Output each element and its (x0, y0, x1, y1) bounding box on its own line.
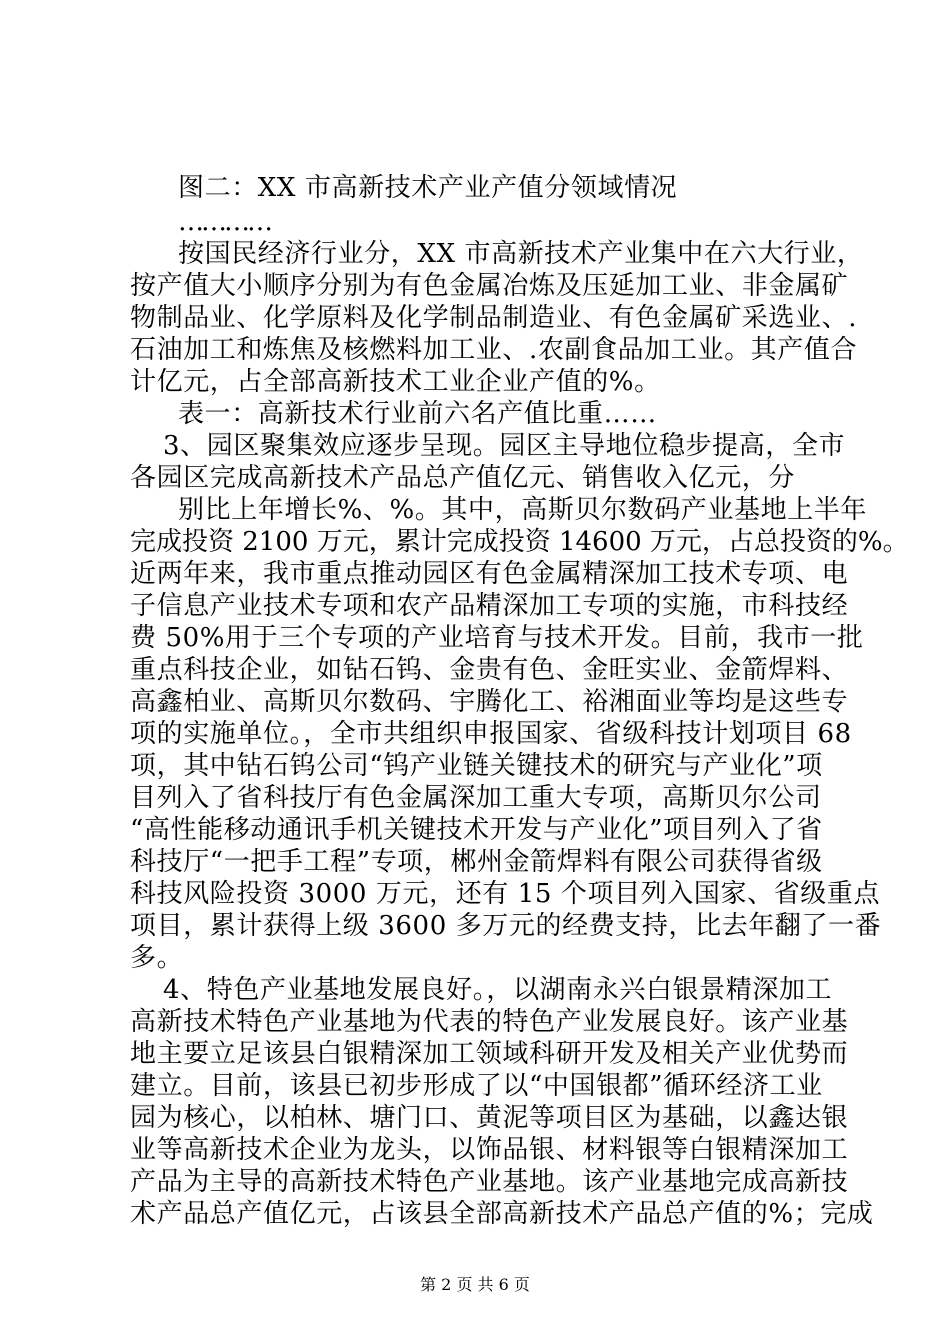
paragraph-line: 术产品总产值亿元，占该县全部高新技术产品总产值的%；完成 (130, 1199, 874, 1229)
paragraph-line: 高新技术特色产业基地为代表的特色产业发展良好。该产业基 (130, 1007, 849, 1037)
paragraph-line: 项目，累计获得上级 3600 多万元的经费支持，比去年翻了一番 (130, 911, 882, 941)
paragraph-line: 重点科技企业，如钻石钨、金贵有色、金旺实业、金箭焊料、 (130, 655, 849, 685)
page-footer: 第 2 页 共 6 页 (420, 1275, 530, 1294)
paragraph-line: 园为核心，以柏林、塘门口、黄泥等项目区为基础，以鑫达银 (130, 1103, 849, 1133)
paragraph-line: 费 50%用于三个专项的产业培育与技术开发。目前，我市一批 (130, 623, 864, 653)
table-caption: 表一：高新技术行业前六名产值比重…… (178, 399, 657, 429)
section-heading-line: 4、特色产业基地发展良好。，以湖南永兴白银景精深加工 (163, 975, 833, 1005)
paragraph-line: 计亿元，占全部高新技术工业企业产值的%。 (130, 367, 661, 397)
paragraph-line: 建立。目前，该县已初步形成了以“中国银都”循环经济工业 (130, 1071, 823, 1101)
paragraph-line: 物制品业、化学原料及化学制品制造业、有色金属矿采选业、. (130, 303, 858, 333)
section-heading-line: 3、园区聚集效应逐步呈现。园区主导地位稳步提高，全市 (163, 431, 846, 461)
ellipsis-line: ………… (178, 207, 270, 237)
paragraph-line: 按国民经济行业分，XX 市高新技术产业集中在六大行业， (178, 239, 864, 269)
paragraph-line: 各园区完成高新技术产品总产值亿元、销售收入亿元，分 (130, 463, 796, 493)
paragraph-line: 高鑫柏业、高斯贝尔数码、宇腾化工、裕湘面业等均是这些专 (130, 687, 849, 717)
paragraph-line: 别比上年增长%、%。其中，高斯贝尔数码产业基地上半年 (178, 495, 868, 525)
figure-caption: 图二：XX 市高新技术产业产值分领域情况 (178, 173, 678, 203)
paragraph-line: 科技风险投资 3000 万元，还有 15 个项目列入国家、省级重点 (130, 879, 881, 909)
paragraph-line: 产品为主导的高新技术特色产业基地。该产业基地完成高新技 (130, 1167, 849, 1197)
paragraph-line: 按产值大小顺序分别为有色金属冶炼及压延加工业、非金属矿 (130, 271, 849, 301)
paragraph-line: 地主要立足该县白银精深加工领域科研开发及相关产业优势而 (130, 1039, 849, 1069)
paragraph-line: 近两年来，我市重点推动园区有色金属精深加工技术专项、电 (130, 559, 849, 589)
paragraph-line: 业等高新技术企业为龙头，以饰品银、材料银等白银精深加工 (130, 1135, 849, 1165)
paragraph-line: 项，其中钻石钨公司“钨产业链关键技术的研究与产业化”项 (130, 751, 823, 781)
paragraph-line: 科技厅“一把手工程”专项，郴州金箭焊料有限公司获得省级 (130, 847, 823, 877)
paragraph-line: 石油加工和炼焦及核燃料加工业、.农副食品加工业。其产值合 (130, 335, 858, 365)
paragraph-line: 完成投资 2100 万元，累计完成投资 14600 万元，占总投资的%。 (130, 527, 909, 557)
paragraph-line: “高性能移动通讯手机关键技术开发与产业化”项目列入了省 (130, 815, 823, 845)
paragraph-line: 子信息产业技术专项和农产品精深加工专项的实施，市科技经 (130, 591, 849, 621)
paragraph-line: 目列入了省科技厅有色金属深加工重大专项，高斯贝尔公司 (130, 783, 822, 813)
paragraph-line: 多。 (130, 943, 184, 973)
paragraph-line: 项的实施单位。，全市共组织申报国家、省级科技计划项目 68 (130, 719, 852, 749)
